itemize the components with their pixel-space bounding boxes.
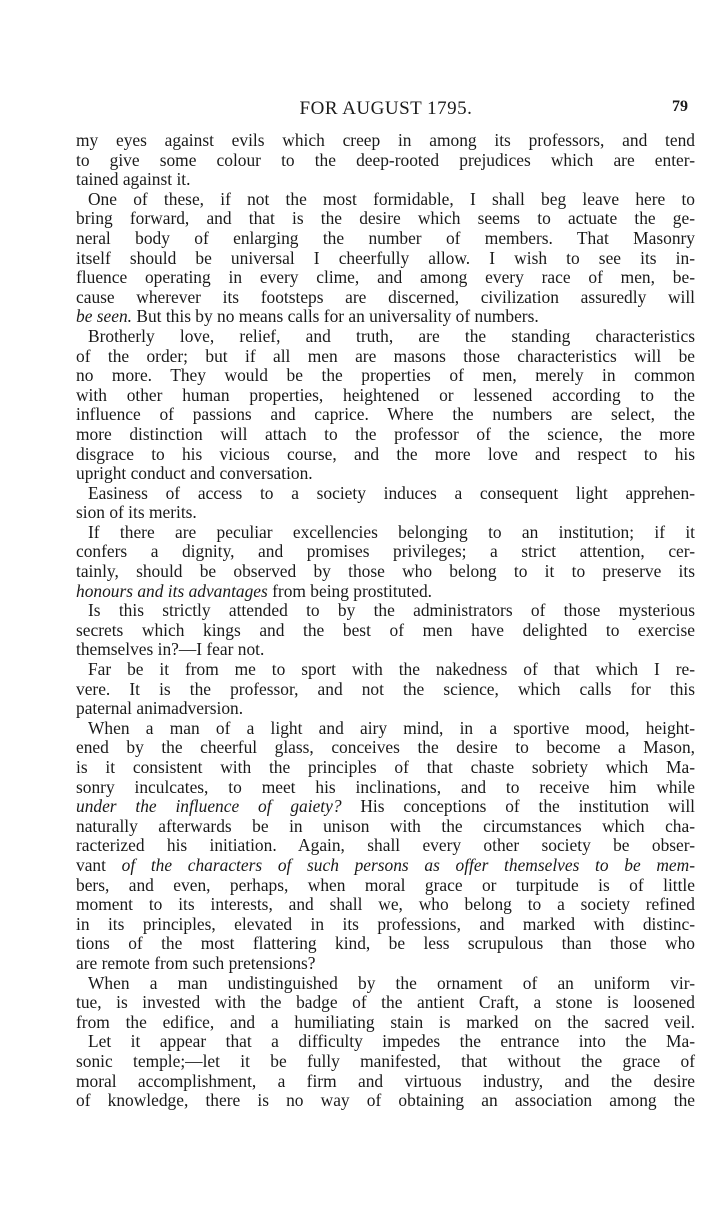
text-line (76, 1032, 695, 1052)
text-segment: fluence operating in every clime, and among every race of men, be- (76, 267, 695, 288)
text-segment: themselves in?—I fear not. (76, 639, 265, 660)
running-head (76, 98, 696, 122)
text-line (76, 268, 695, 288)
text-line (76, 445, 695, 465)
text-line (76, 778, 695, 798)
text-segment: in its principles, elevated in its professions, and marked with distinc- (76, 913, 695, 934)
text-line (76, 229, 695, 249)
text-line (76, 209, 695, 229)
text-segment: neral body of enlarging the number of members. That Masonry (76, 227, 695, 248)
text-segment: are remote from such pretensions? (76, 952, 316, 973)
text-line (76, 680, 695, 700)
text-segment: of the order; but if all men are masons those characteristics will be (76, 345, 695, 366)
text-segment: itself should be universal I cheerfully allow. I wish to see its in- (76, 247, 695, 268)
text-segment: When a man undistinguished by the ornament of an uniform vir- (88, 972, 695, 993)
text-segment: moral accomplishment, a firm and virtuous industry, and the desire (76, 1070, 695, 1091)
text-line (76, 131, 695, 151)
text-segment: sion of its merits. (76, 502, 197, 523)
text-line (76, 327, 695, 347)
text-line (76, 1072, 695, 1092)
text-segment: with other human properties, heightened or lessened according to the (76, 384, 695, 405)
text-segment: tainly, should be observed by those who belong to it to preserve its (76, 561, 695, 582)
text-line (76, 582, 695, 602)
text-line (76, 249, 695, 269)
text-segment: Let it appear that a difficulty impedes the entrance into the Ma- (88, 1031, 695, 1052)
italic-text: be seen. (76, 306, 133, 327)
text-segment: vere. It is the professor, and not the science, which calls for this (76, 678, 695, 699)
text-line (76, 464, 695, 484)
text-line (76, 817, 695, 837)
text-line (76, 386, 695, 406)
italic-text: of the characters of such persons as offer themselves to be mem- (121, 854, 695, 875)
text-line (76, 170, 695, 190)
text-segment: confers a dignity, and promises privileges; a strict attention, cer- (76, 541, 695, 562)
text-line (76, 405, 695, 425)
text-segment: But this by no means calls for an universality of numbers. (132, 306, 539, 327)
text-segment: of knowledge, there is no way of obtaining an association among the (76, 1090, 695, 1111)
text-line (76, 523, 695, 543)
text-segment: to give some colour to the deep-rooted prejudices which are enter- (76, 149, 695, 170)
text-segment: paternal animadversion. (76, 698, 244, 719)
text-line (76, 1091, 695, 1111)
text-segment: tained against it. (76, 169, 191, 190)
text-line (76, 503, 695, 523)
text-line (76, 366, 695, 386)
text-segment: no more. They would be the properties of men, merely in common (76, 365, 695, 386)
text-line (76, 797, 695, 817)
text-line (76, 484, 695, 504)
text-line (76, 876, 695, 896)
text-segment: cause wherever its footsteps are discerned, civilization assuredly will (76, 286, 695, 307)
text-segment: my eyes against evils which creep in among its professors, and tend (76, 130, 695, 150)
text-line (76, 1013, 695, 1033)
text-segment: influence of passions and caprice. Where the numbers are select, the (76, 404, 695, 425)
page-number: 79 (672, 98, 688, 115)
text-segment: from the edifice, and a humiliating stain is marked on the sacred veil. (76, 1011, 695, 1032)
text-segment: Far be it from me to sport with the nakedness of that which I re- (88, 659, 695, 680)
text-segment: racterized his initiation. Again, shall every other society be obser- (76, 835, 695, 856)
text-line (76, 758, 695, 778)
text-line (76, 915, 695, 935)
text-line (76, 621, 695, 641)
text-line (76, 288, 695, 308)
text-line (76, 934, 695, 954)
italic-text: under the influence of gaiety? (76, 796, 342, 817)
text-segment: tue, is invested with the badge of the antient Craft, a stone is loosened (76, 992, 695, 1013)
text-segment: vant (76, 854, 122, 875)
text-segment: One of these, if not the most formidable, I shall beg leave here to (88, 188, 695, 209)
text-segment: upright conduct and conversation. (76, 463, 313, 484)
text-line (76, 1052, 695, 1072)
text-line (76, 601, 695, 621)
text-segment: moment to its interests, and shall we, who belong to a society refined (76, 894, 695, 915)
text-line (76, 640, 695, 660)
text-line (76, 542, 695, 562)
text-line (76, 190, 695, 210)
text-line (76, 954, 695, 974)
text-segment: If there are peculiar excellencies belonging to an institution; if it (88, 521, 695, 542)
text-segment: sonry inculcates, to meet his inclinations, and to receive him while (76, 776, 695, 797)
page-title: FOR AUGUST 1795. (299, 98, 473, 119)
text-line (76, 562, 695, 582)
text-segment: bers, and even, perhaps, when moral grace or turpitude is of little (76, 874, 695, 895)
text-segment: bring forward, and that is the desire which seems to actuate the ge- (76, 208, 695, 229)
body-text (76, 131, 695, 1111)
text-line (76, 719, 695, 739)
text-line (76, 699, 695, 719)
text-line (76, 307, 695, 327)
text-segment: tions of the most flattering kind, be less scrupulous than those who (76, 933, 695, 954)
text-segment: His conceptions of the institution will (341, 796, 695, 817)
text-segment: ened by the cheerful glass, conceives the desire to become a Mason, (76, 737, 695, 758)
text-line (76, 347, 695, 367)
text-segment: more distinction will attach to the professor of the science, the more (76, 423, 695, 444)
text-segment: When a man of a light and airy mind, in a sportive mood, height- (88, 717, 695, 738)
text-line (76, 738, 695, 758)
text-segment: is it consistent with the principles of that chaste sobriety which Ma- (76, 757, 695, 777)
text-segment: Easiness of access to a society induces a consequent light apprehen- (88, 482, 695, 503)
text-line (76, 974, 695, 994)
text-segment: Brotherly love, relief, and truth, are the standing characteristics (88, 325, 695, 346)
text-segment: naturally afterwards be in unison with the circumstances which cha- (76, 815, 695, 836)
text-segment: Is this strictly attended to by the administrators of those mysterious (88, 600, 695, 621)
text-line (76, 856, 695, 876)
text-line (76, 993, 695, 1013)
text-segment: sonic temple;—let it be fully manifested, that without the grace of (76, 1050, 695, 1071)
text-segment: disgrace to his vicious course, and the more love and respect to his (76, 443, 695, 464)
text-line (76, 836, 695, 856)
italic-text: honours and its advantages (76, 580, 268, 601)
text-line (76, 660, 695, 680)
text-line (76, 425, 695, 445)
text-line (76, 151, 695, 171)
text-segment: from being prostituted. (267, 580, 432, 601)
text-line (76, 895, 695, 915)
text-segment: secrets which kings and the best of men have delighted to exercise (76, 619, 695, 640)
